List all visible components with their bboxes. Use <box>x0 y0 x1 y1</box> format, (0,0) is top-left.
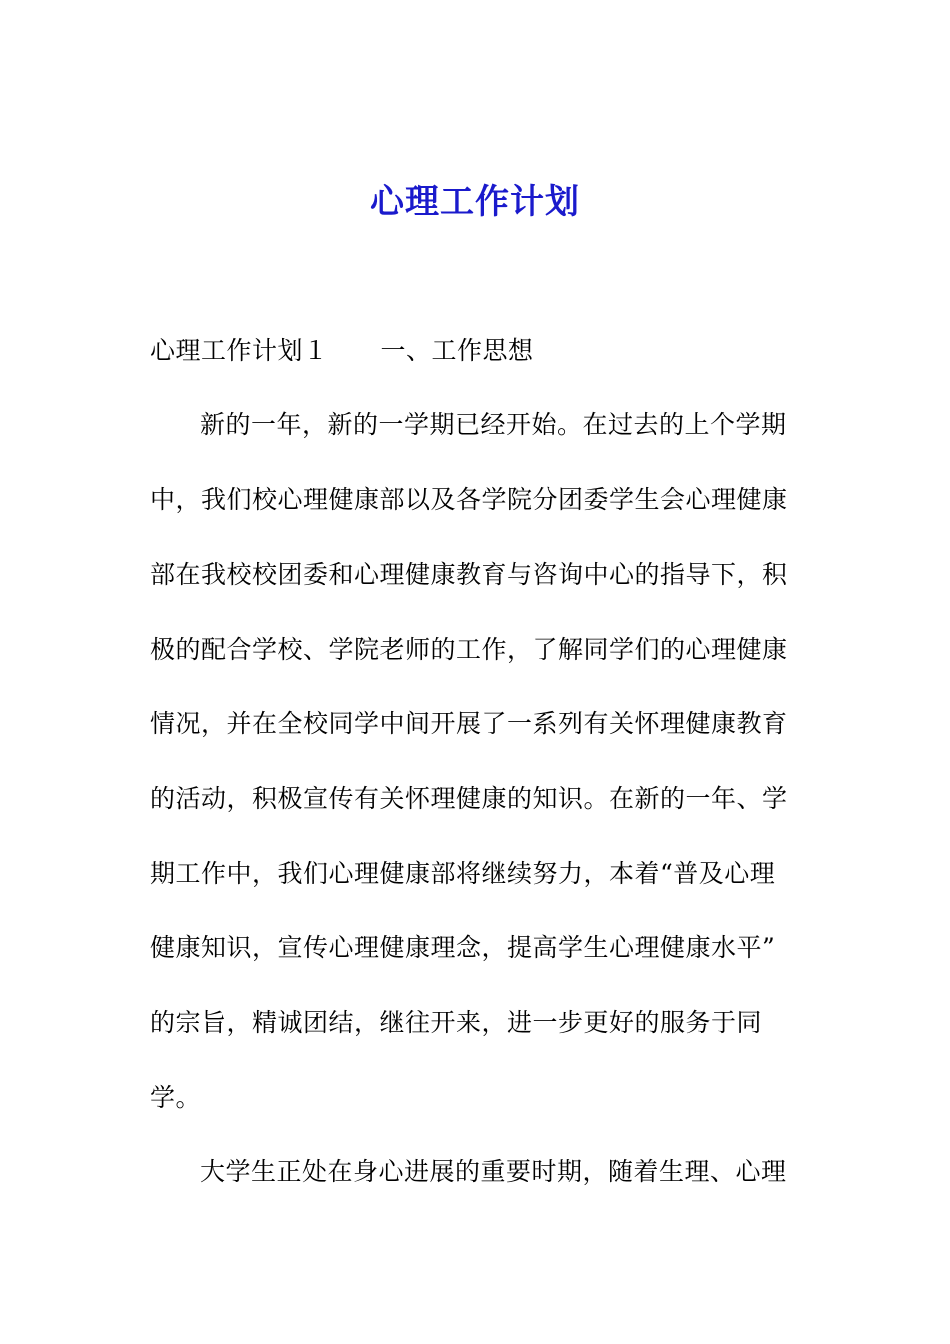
paragraph-line: 情况，并在全校同学中间开展了一系列有关怀理健康教育 <box>150 709 788 738</box>
paragraph-line: 极的配合学校、学院老师的工作，了解同学们的心理健康 <box>150 635 788 664</box>
paragraph-line: 中，我们校心理健康部以及各学院分团委学生会心理健康 <box>150 485 788 514</box>
paragraph-line: 新的一年，新的一学期已经开始。在过去的上个学期 <box>200 410 787 439</box>
paragraph-line: 大学生正处在身心进展的重要时期，随着生理、心理 <box>200 1157 787 1186</box>
paragraph-line: 的活动，积极宣传有关怀理健康的知识。在新的一年、学 <box>150 784 788 813</box>
section-heading: 一、工作思想 <box>380 336 534 365</box>
paragraph-line: 部在我校校团委和心理健康教育与咨询中心的指导下，积 <box>150 560 788 589</box>
paragraph-line: 期工作中，我们心理健康部将继续努力，本着“普及心理 <box>150 859 776 888</box>
document-title: 心理工作计划 <box>370 182 580 222</box>
paragraph-line: 健康知识，宣传心理健康理念，提高学生心理健康水平” <box>150 933 776 962</box>
plan-heading-line <box>150 334 810 368</box>
paragraph-line: 的宗旨，精诚团结，继往开来，进一步更好的服务于同 <box>150 1008 763 1037</box>
plan-label: 心理工作计划１ <box>150 336 329 365</box>
paragraph-line: 学。 <box>150 1083 202 1112</box>
